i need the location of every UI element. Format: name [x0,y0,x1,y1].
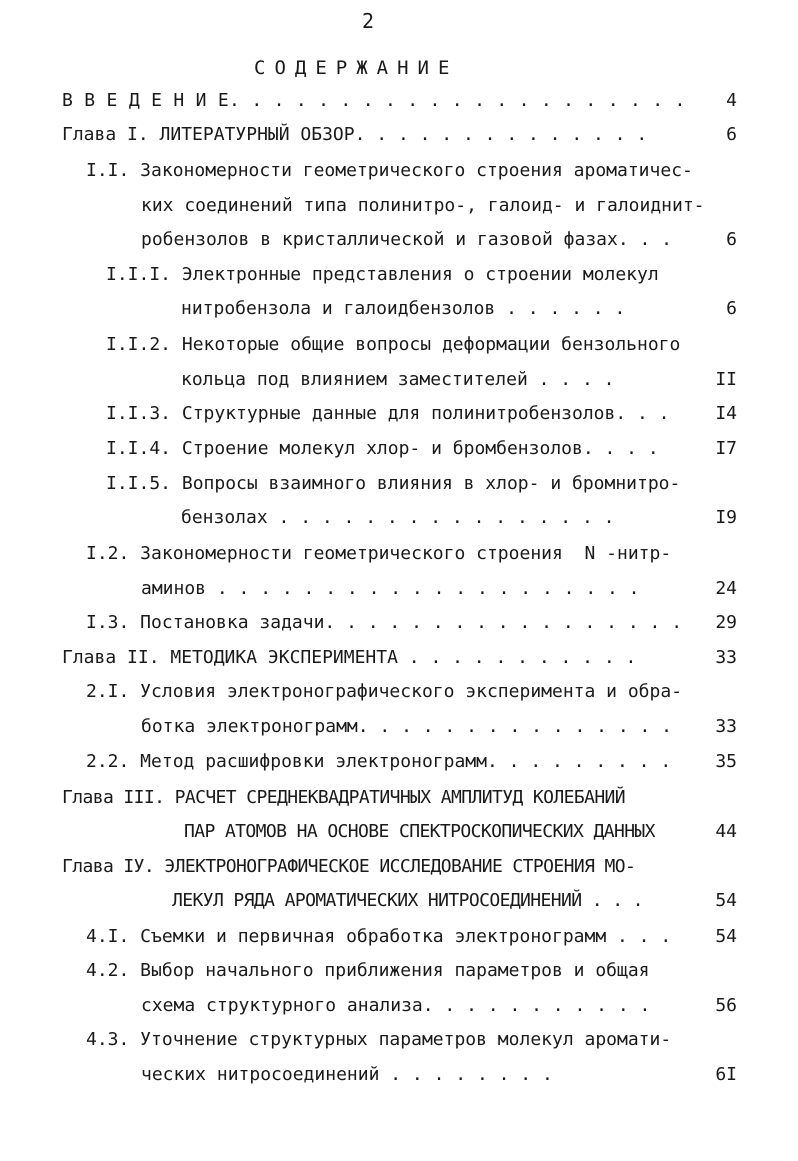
toc-page-number: II [715,369,737,390]
toc-line: ких соединений типа полинитро-, галоид- и галоиднит- [141,195,705,216]
toc-line: I.3. Постановка задачи. . . . . . . . . . . . . . . . . [86,612,683,633]
toc-page-number: 29 [715,612,737,633]
toc-line: Глава I. ЛИТЕРАТУРНЫЙ ОБЗОР. . . . . . . . . . . . . . [62,124,648,145]
toc-page-number: 44 [715,821,737,842]
toc-page-number: 33 [715,716,737,737]
toc-page-number: 33 [715,647,737,668]
toc-line: Глава III. РАСЧЕТ СРЕДНЕКВАДРАТИЧНЫХ АМПЛИТУД КОЛЕБАНИЙ [62,787,626,808]
toc-line: бензолах . . . . . . . . . . . . . . . . [181,507,615,528]
toc-line: робензолов в кристаллической и газовой фазах. . . [141,229,673,250]
page-number: 2 [362,9,375,33]
toc-line: аминов . . . . . . . . . . . . . . . . . . . . [141,578,640,599]
toc-line: 4.2. Выбор начального приближения параметров и общая [86,960,650,981]
toc-page-number: 6 [726,298,737,319]
toc-line: I.I.I. Электронные представления о строении молекул [106,264,659,285]
toc-page-number: 4 [726,90,737,111]
toc-page-number: 6I [715,1064,737,1085]
toc-page-number: 24 [715,578,737,599]
toc-line: I.I.5. Вопросы взаимного влияния в хлор- и бромнитро- [106,473,681,494]
toc-line: ЛЕКУЛ РЯДА АРОМАТИЧЕСКИХ НИТРОСОЕДИНЕНИЙ . . . [172,890,643,911]
toc-line: 2.2. Метод расшифровки электронограмм. . . . . . . . . [86,751,672,772]
toc-line: В В Е Д Е Н И Е. . . . . . . . . . . . . . . . . . . . . [62,90,686,111]
toc-line: 4.I. Съемки и первичная обработка электронограмм . . . [86,926,672,947]
toc-page-number: 35 [715,751,737,772]
page-title: СОДЕРЖАНИЕ [254,57,459,79]
toc-line: ческих нитросоединений . . . . . . . . [141,1064,553,1085]
toc-page-number: 54 [715,926,737,947]
toc-page-number: I7 [715,438,737,459]
toc-line: схема структурного анализа. . . . . . . . . . . [141,995,651,1016]
toc-line: I.I.2. Некоторые общие вопросы деформации бензольного [106,334,681,355]
toc-page-number: 6 [726,124,737,145]
toc-line: нитробензола и галоидбензолов . . . . . . [181,298,626,319]
toc-page-number: 54 [715,890,737,911]
toc-line: ПАР АТОМОВ НА ОСНОВЕ СПЕКТРОСКОПИЧЕСКИХ ДАННЫХ [184,821,655,842]
toc-line: 2.I. Условия электронографического эксперимента и обра- [86,681,683,702]
toc-line: I.I.4. Строение молекул хлор- и бромбензолов. . . . [106,438,659,459]
toc-line: кольца под влиянием заместителей . . . . [181,369,615,390]
toc-line: I.I. Закономерности геометрического строения ароматичес- [86,160,693,181]
toc-line: Глава IУ. ЭЛЕКТРОНОГРАФИЧЕСКОЕ ИССЛЕДОВАНИЕ СТРОЕНИЯ МО- [62,856,636,877]
toc-line: I.I.3. Структурные данные для полинитробензолов. . . [106,403,670,424]
toc-page-number: I9 [715,507,737,528]
toc-page-number: 6 [726,229,737,250]
toc-page-number: 56 [715,995,737,1016]
toc-line: ботка электронограмм. . . . . . . . . . . . . . . [141,716,673,737]
toc-line: 4.3. Уточнение структурных параметров молекул аромати- [86,1029,672,1050]
toc-line: I.2. Закономерности геометрического строения N -нитр- [86,543,672,564]
toc-page-number: I4 [715,403,737,424]
toc-line: Глава II. МЕТОДИКА ЭКСПЕРИМЕНТА . . . . . . . . . . . [62,647,637,668]
